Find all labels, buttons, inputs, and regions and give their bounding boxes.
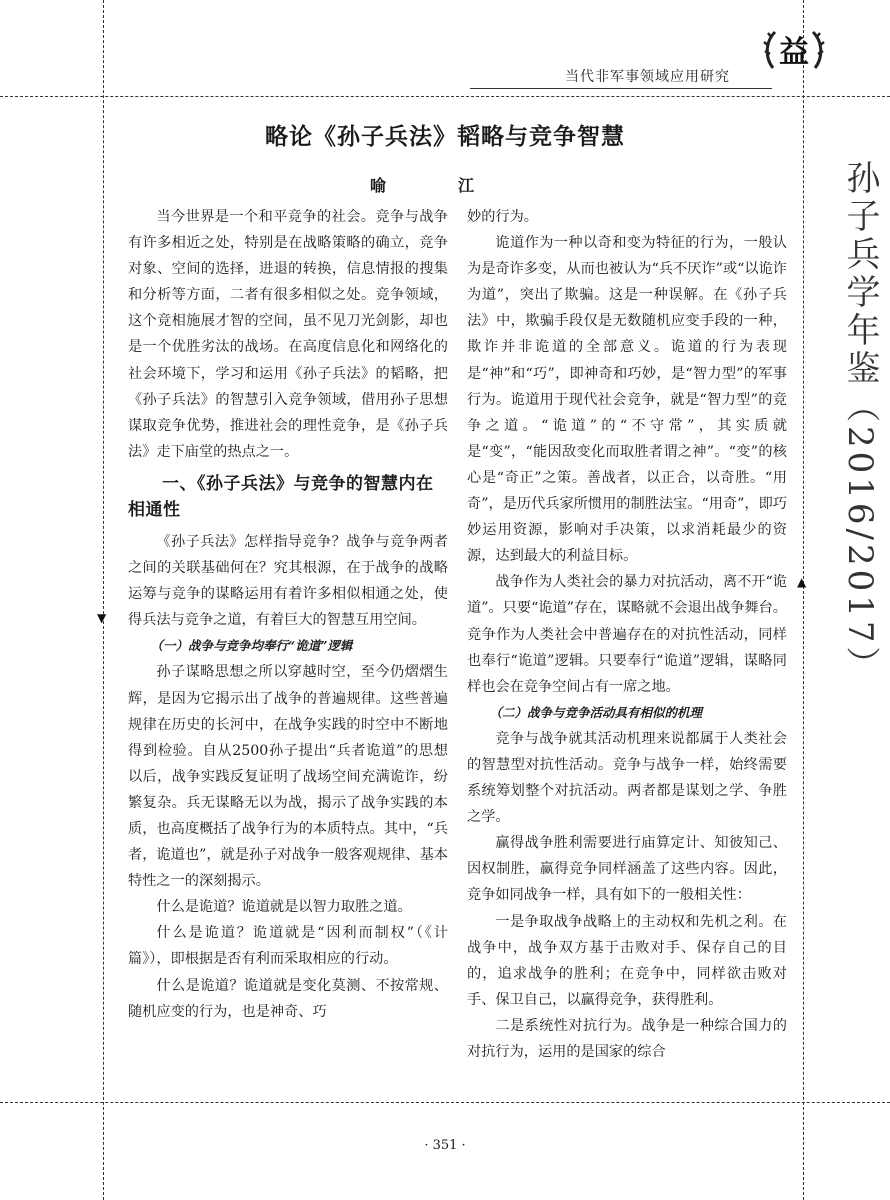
- left-text-column: [128, 204, 448, 1025]
- paragraph: 什么是诡道？诡道就是“因利而制权”（《计篇》），即根据是否有利而采取相应的行动。: [128, 925, 448, 968]
- section-heading: 一、《孙子兵法》与竞争的智慧内在相通性: [128, 473, 434, 520]
- yearbook-vertical-title: 孙子兵学年鉴（2016/2017）: [840, 160, 880, 685]
- left-dashed-guide: [103, 0, 104, 1200]
- paragraph: 诡道作为一种以奇和变为特征的行为，一般认为是奇诈多变，从而也被认为“兵不厌诈”或“以诡诈为道”，突出了欺骗。这是一种误解。在《孙子兵法》中，欺骗手段仅是无数随机应变手段的一种，欺诈并非诡道的全部意义。诡道的行为表现是“神”和“巧”，即神奇和巧妙，是“智力型”的军事行为。诡道用于现代社会竞争，就是“智力型”的竞争之道。“诡道”的“不守常”，其实质就是“变”，“能因敌变化而取胜者谓之神”。“变”的核心是“奇正”之策。善战者，以正合，以奇胜。“用奇”，是历代兵家所惯用的制胜法宝。“用奇”，即巧妙运用资源，影响对手决策，以求消耗最少的资源，达到最大的利益目标。: [467, 235, 787, 565]
- subsection-heading: （一）战争与竞争均奉行“诡道”逻辑: [150, 638, 353, 654]
- paragraph: 什么是诡道？诡道就是以智力取胜之道。: [156, 899, 412, 916]
- right-dashed-guide: [803, 0, 804, 1200]
- paragraph: 《孙子兵法》怎样指导竞争？战争与竞争两者之间的关联基础何在？究其根源，在于战争的战略运筹与竞争的谋略运用有着许多相似相通之处，使得兵法与竞争之道，有着巨大的智慧互用空间。: [128, 533, 448, 629]
- paragraph: 妙的行为。: [467, 209, 538, 225]
- paragraph: 二是系统性对抗行为。战争是一种综合国力的对抗行为，运用的是国家的综合: [467, 1017, 787, 1060]
- paragraph: 竞争与战争就其活动机理来说都属于人类社会的智慧型对抗性活动。竞争与战争一样，始终需要系统筹划整个对抗活动。两者都是谋划之学、争胜之学。: [467, 730, 787, 826]
- header-rule: [470, 88, 772, 89]
- right-text-column: [467, 204, 787, 1065]
- paragraph: 什么是诡道？诡道就是变化莫测、不按常规、随机应变的行为，也是神奇、巧: [128, 977, 448, 1020]
- subsection-heading: （二）战争与竞争活动具有相似的机理: [489, 704, 703, 720]
- paragraph: 战争作为人类社会的暴力对抗活动，离不开“诡道”。只要“诡道”存在，谋略就不会退出战争舞台。竞争作为人类社会中普遍存在的对抗性活动，同样也奉行“诡道”逻辑。只要奉行“诡道”逻辑，谋略同样也会在竞争空间占有一席之地。: [467, 574, 787, 695]
- article-author: 喻 江: [370, 176, 503, 195]
- article-title: 略论《孙子兵法》韬略与竞争智慧: [265, 123, 625, 150]
- top-dashed-guide: [0, 96, 890, 97]
- svg-text:益: 益: [779, 35, 809, 70]
- right-triangle-marker-icon: ▲: [797, 575, 807, 589]
- running-head: 当代非军事领域应用研究: [565, 69, 730, 85]
- bottom-dashed-guide: [0, 1102, 890, 1103]
- page-number: · 351 ·: [424, 1138, 466, 1153]
- paragraph: 一是争取战争战略上的主动权和先机之利。在战争中，战争双方基于击败对手、保存自己的目的，追求战争的胜利；在竞争中，同样欲击败对手、保卫自己，以赢得竞争，获得胜利。: [467, 913, 787, 1008]
- paragraph: 赢得战争胜利需要进行庙算定计、知彼知己、因权制胜，赢得竞争同样涵盖了这些内容。因此，竞争如同战争一样，具有如下的一般相关性：: [467, 835, 787, 904]
- left-triangle-marker-icon: ▼: [97, 611, 107, 625]
- paragraph: 孙子谋略思想之所以穿越时空，至今仍熠熠生辉，是因为它揭示出了战争的普遍规律。这些普遍规律在历史的长河中，在战争实践的时空中不断地得到检验。自从2500孙子提出“兵者诡道”的思想以后，战争实践反复证明了战场空间充满诡诈，纷繁复杂。兵无谋略无以为战，揭示了战争实践的本质，也高度概括了战争行为的本质特点。其中，“兵者，诡道也”，就是孙子对战争一般客观规律、基本特性之一的深刻揭示。: [128, 664, 448, 890]
- paragraph: 当今世界是一个和平竞争的社会。竞争与战争有许多相近之处，特别是在战略策略的确立，竞争对象、空间的选择，进退的转换，信息情报的搜集和分析等方面，二者有很多相似之处。竞争领域，这个竞相施展才智的空间，虽不见刀光剑影，却也是一个优胜劣汰的战场。在高度信息化和网络化的社会环境下，学习和运用《孙子兵法》的韬略，把《孙子兵法》的智慧引入竞争领域，借用孙子思想谋取竞争优势，推进社会的理性竞争，是《孙子兵法》走下庙堂的热点之一。: [128, 209, 448, 460]
- yearbook-logo-icon: [763, 24, 825, 76]
